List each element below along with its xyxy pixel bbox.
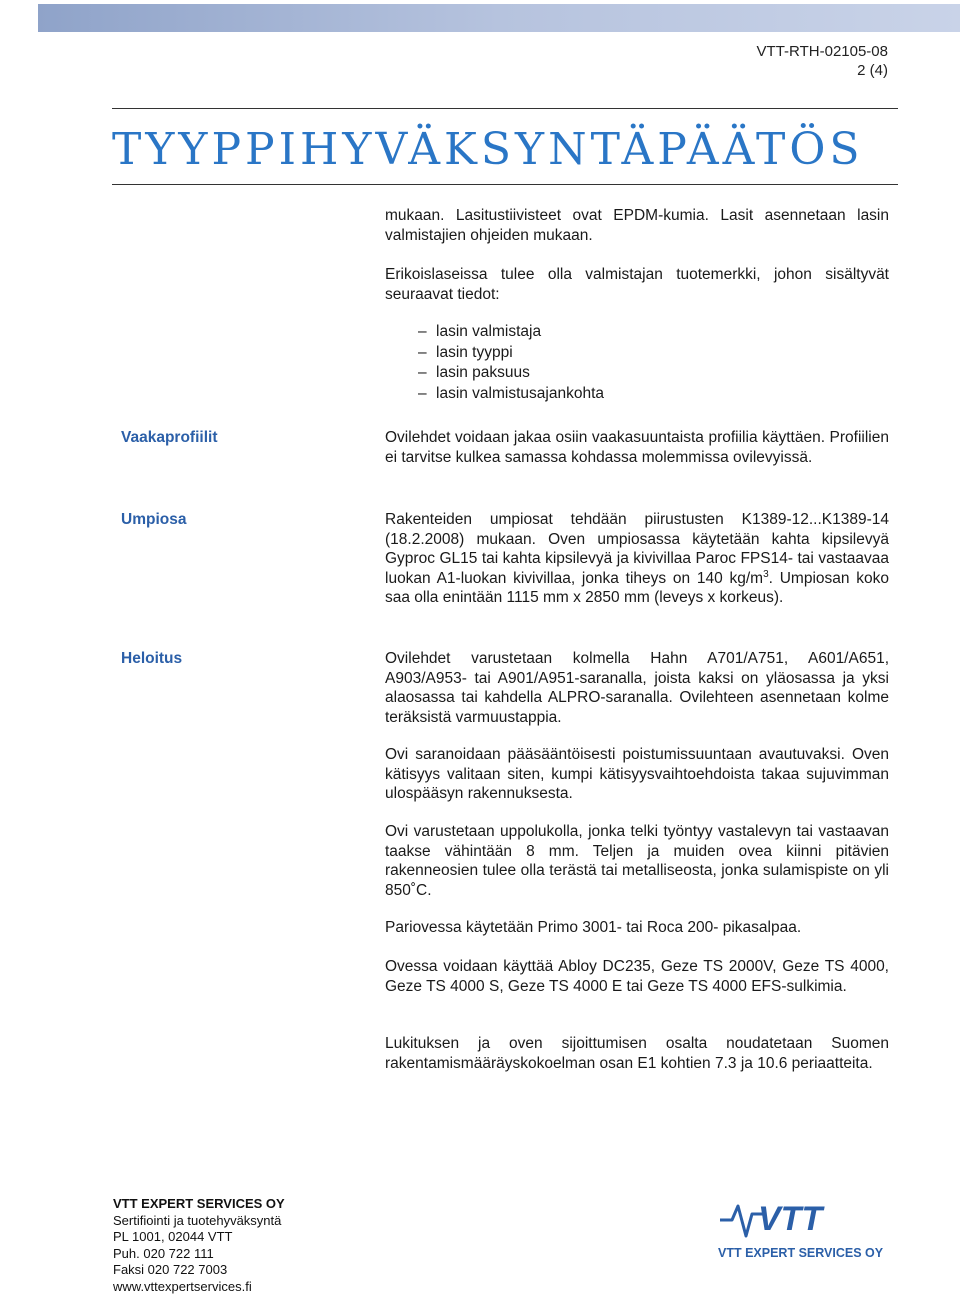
vtt-logo-caption: VTT EXPERT SERVICES OY xyxy=(718,1246,883,1260)
heloitus-paragraph-3: Ovi varustetaan uppolukolla, jonka telki työntyy vastalevyn tai vastaavan taakse vähintään 8 mm. Teljen ja muiden ovea kiinni pitävien rakenneosien tulee olla terästä tai metalliseosta, jonka sulamispiste on yli 850˚C. xyxy=(385,822,889,900)
list-item: – lasin valmistaja xyxy=(418,322,604,343)
footer-line: Faksi 020 722 7003 xyxy=(113,1262,285,1279)
heloitus-paragraph-1: Ovilehdet varustetaan kolmella Hahn A701/A751, A601/A651, A903/A953- tai A901/A951-saranalla, joista kaksi on yläosassa ja yksi alaosassa tai kahdella ALPRO-saranalla. Ovilehteen asennetaan kolme teräksistä varmuustappia. xyxy=(385,649,889,727)
heloitus-paragraph-5: Ovessa voidaan käyttää Abloy DC235, Geze TS 2000V, Geze TS 4000, Geze TS 4000 S, Geze TS 4000 E tai Geze TS 4000 EFS-sulkimia. xyxy=(385,957,889,996)
document-reference xyxy=(757,42,888,80)
vtt-logo-icon xyxy=(718,1188,848,1242)
section-label-vaakaprofiilit: Vaakaprofiilit xyxy=(121,429,217,447)
footer-line: Sertifiointi ja tuotehyväksyntä xyxy=(113,1213,285,1230)
header-band xyxy=(38,4,960,32)
umpiosa-text-a: Rakenteiden umpiosat tehdään piirustusten K1389-12...K1389-14 (18.2.2008) mukaan. Oven umpiosassa käytetään kahta kipsilevyä Gyproc GL15 tai kahta kipsilevyä ja kivivillaa Paroc FPS14- tai vastaavaa luokan A1-luokan kivivillaa, jonka tiheys on 140 kg/m xyxy=(385,511,889,587)
footer-website: www.vttexpertservices.fi xyxy=(113,1279,285,1295)
heloitus-paragraph-6: Lukituksen ja oven sijoittumisen osalta noudatetaan Suomen rakentamismääräyskokoelman osan E1 kohtien 7.3 ja 10.6 periaatteita. xyxy=(385,1034,889,1073)
list-item: – lasin paksuus xyxy=(418,363,604,384)
vaakaprofiilit-text: Ovilehdet voidaan jakaa osiin vaakasuuntaista profiilia käyttäen. Profiilien ei tarvitse kulkea samassa kohdassa molemmissa ovilevyissä. xyxy=(385,428,889,467)
title-rule-bottom xyxy=(112,184,898,185)
list-item: – lasin tyyppi xyxy=(418,343,604,364)
intro-paragraph-1: mukaan. Lasitustiivisteet ovat EPDM-kumia. Lasit asennetaan lasin valmistajien ohjeiden mukaan. xyxy=(385,206,889,245)
superscript: 3 xyxy=(763,568,769,579)
umpiosa-text xyxy=(385,510,889,608)
document-id: VTT-RTH-02105-08 xyxy=(757,42,888,61)
intro-paragraph-2: Erikoislaseissa tulee olla valmistajan tuotemerkki, johon sisältyvät seuraavat tiedot: xyxy=(385,265,889,304)
umpiosa-text-b: . Umpiosan koko saa olla enintään 1115 mm x 2850 mm (leveys x korkeus). xyxy=(385,570,889,607)
vtt-logo-text: VTT xyxy=(758,1200,825,1238)
footer-organization xyxy=(113,1196,285,1295)
glass-info-list xyxy=(418,322,604,404)
heloitus-paragraph-2: Ovi saranoidaan pääsääntöisesti poistumissuuntaan avautuvaksi. Oven kätisyys valitaan siten, kumpi kätisyysvaihtoehdoista takaa sujuvimman ulospääsyn rakennuksesta. xyxy=(385,745,889,804)
list-item: – lasin valmistusajankohta xyxy=(418,384,604,405)
page-number: 2 (4) xyxy=(757,61,888,80)
footer-line: PL 1001, 02044 VTT xyxy=(113,1229,285,1246)
section-label-umpiosa: Umpiosa xyxy=(121,511,186,529)
footer-line: Puh. 020 722 111 xyxy=(113,1246,285,1263)
title-rule-top xyxy=(112,108,898,109)
footer-org-name: VTT EXPERT SERVICES OY xyxy=(113,1196,285,1213)
heloitus-paragraph-4: Pariovessa käytetään Primo 3001- tai Roca 200- pikasalpaa. xyxy=(385,918,889,938)
document-title: TYYPPIHYVÄKSYNTÄPÄÄTÖS xyxy=(112,124,864,175)
section-label-heloitus: Heloitus xyxy=(121,650,182,668)
